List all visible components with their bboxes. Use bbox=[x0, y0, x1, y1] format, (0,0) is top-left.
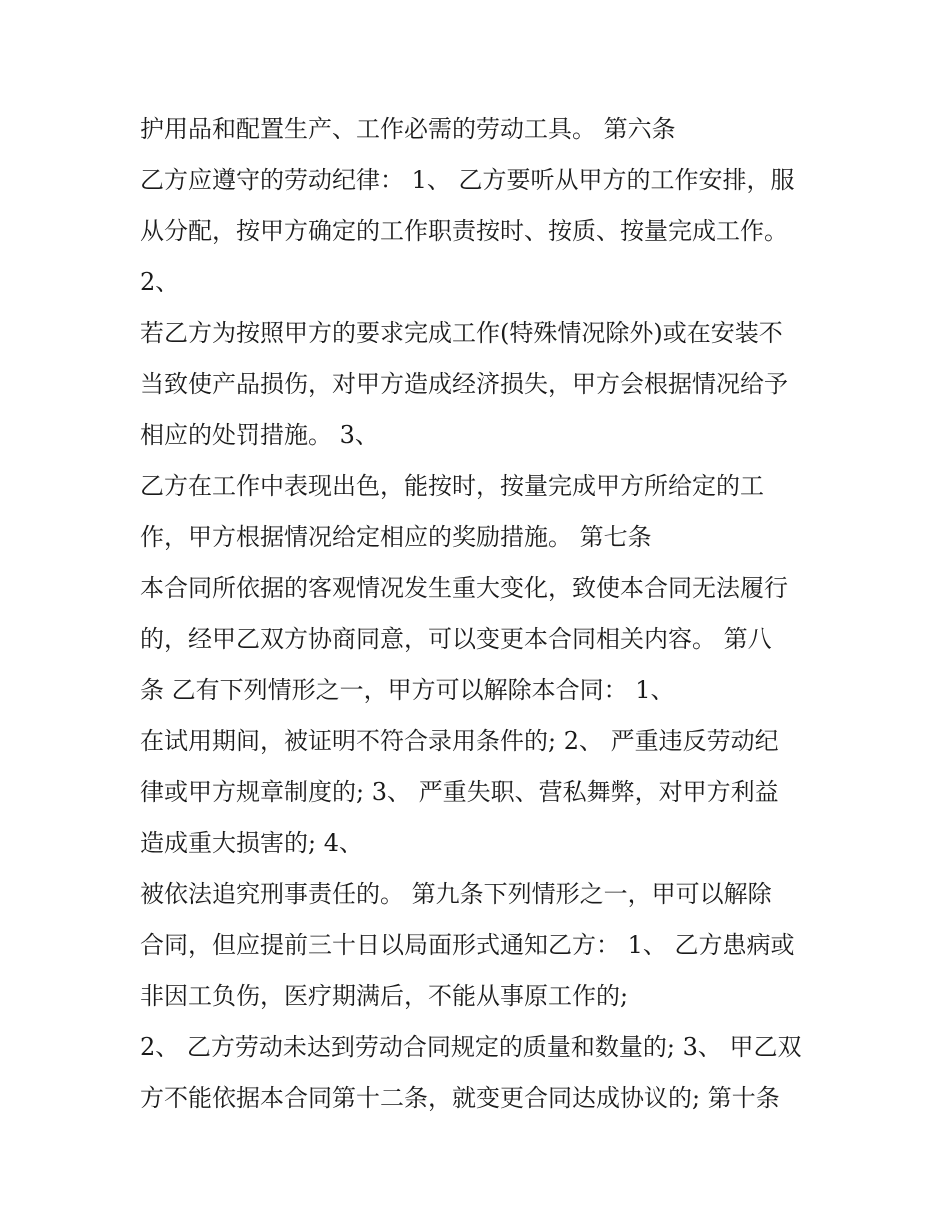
text-line: 护用品和配置生产、工作必需的劳动工具。 第六条 bbox=[140, 115, 676, 143]
text-line: 2、 乙方劳动未达到劳动合同规定的质量和数量的; 3、 甲乙双 bbox=[140, 1033, 802, 1061]
text-line: 律或甲方规章制度的; 3、 严重失职、营私舞弊，对甲方利益 bbox=[140, 778, 779, 806]
text-line: 从分配，按甲方确定的工作职责按时、按质、按量完成工作。 bbox=[140, 217, 788, 245]
text-line: 当致使产品损伤，对甲方造成经济损失，甲方会根据情况给予 bbox=[140, 370, 788, 398]
text-line: 方不能依据本合同第十二条，就变更合同达成协议的; 第十条 bbox=[140, 1084, 780, 1112]
text-line: 合同，但应提前三十日以局面形式通知乙方： 1、 乙方患病或 bbox=[140, 931, 795, 959]
text-line: 本合同所依据的客观情况发生重大变化，致使本合同无法履行 bbox=[140, 574, 788, 602]
text-line: 条 乙有下列情形之一，甲方可以解除本合同： 1、 bbox=[140, 676, 675, 704]
text-line: 若乙方为按照甲方的要求完成工作(特殊情况除外)或在安装不 bbox=[140, 319, 783, 347]
text-line: 作，甲方根据情况给定相应的奖励措施。 第七条 bbox=[140, 523, 652, 551]
text-line: 非因工负伤，医疗期满后，不能从事原工作的; bbox=[140, 982, 629, 1010]
text-line: 被依法追究刑事责任的。 第九条下列情形之一，甲可以解除 bbox=[140, 880, 772, 908]
text-line: 的，经甲乙双方协商同意，可以变更本合同相关内容。 第八 bbox=[140, 625, 772, 653]
text-line: 相应的处罚措施。 3、 bbox=[140, 421, 379, 449]
text-line: 造成重大损害的; 4、 bbox=[140, 829, 363, 857]
contract-text bbox=[140, 104, 830, 1124]
text-line: 2、 bbox=[140, 268, 180, 296]
text-line: 乙方应遵守的劳动纪律： 1、 乙方要听从甲方的工作安排，服 bbox=[140, 166, 795, 194]
text-line: 乙方在工作中表现出色，能按时，按量完成甲方所给定的工 bbox=[140, 472, 764, 500]
text-line: 在试用期间，被证明不符合录用条件的; 2、 严重违反劳动纪 bbox=[140, 727, 779, 755]
